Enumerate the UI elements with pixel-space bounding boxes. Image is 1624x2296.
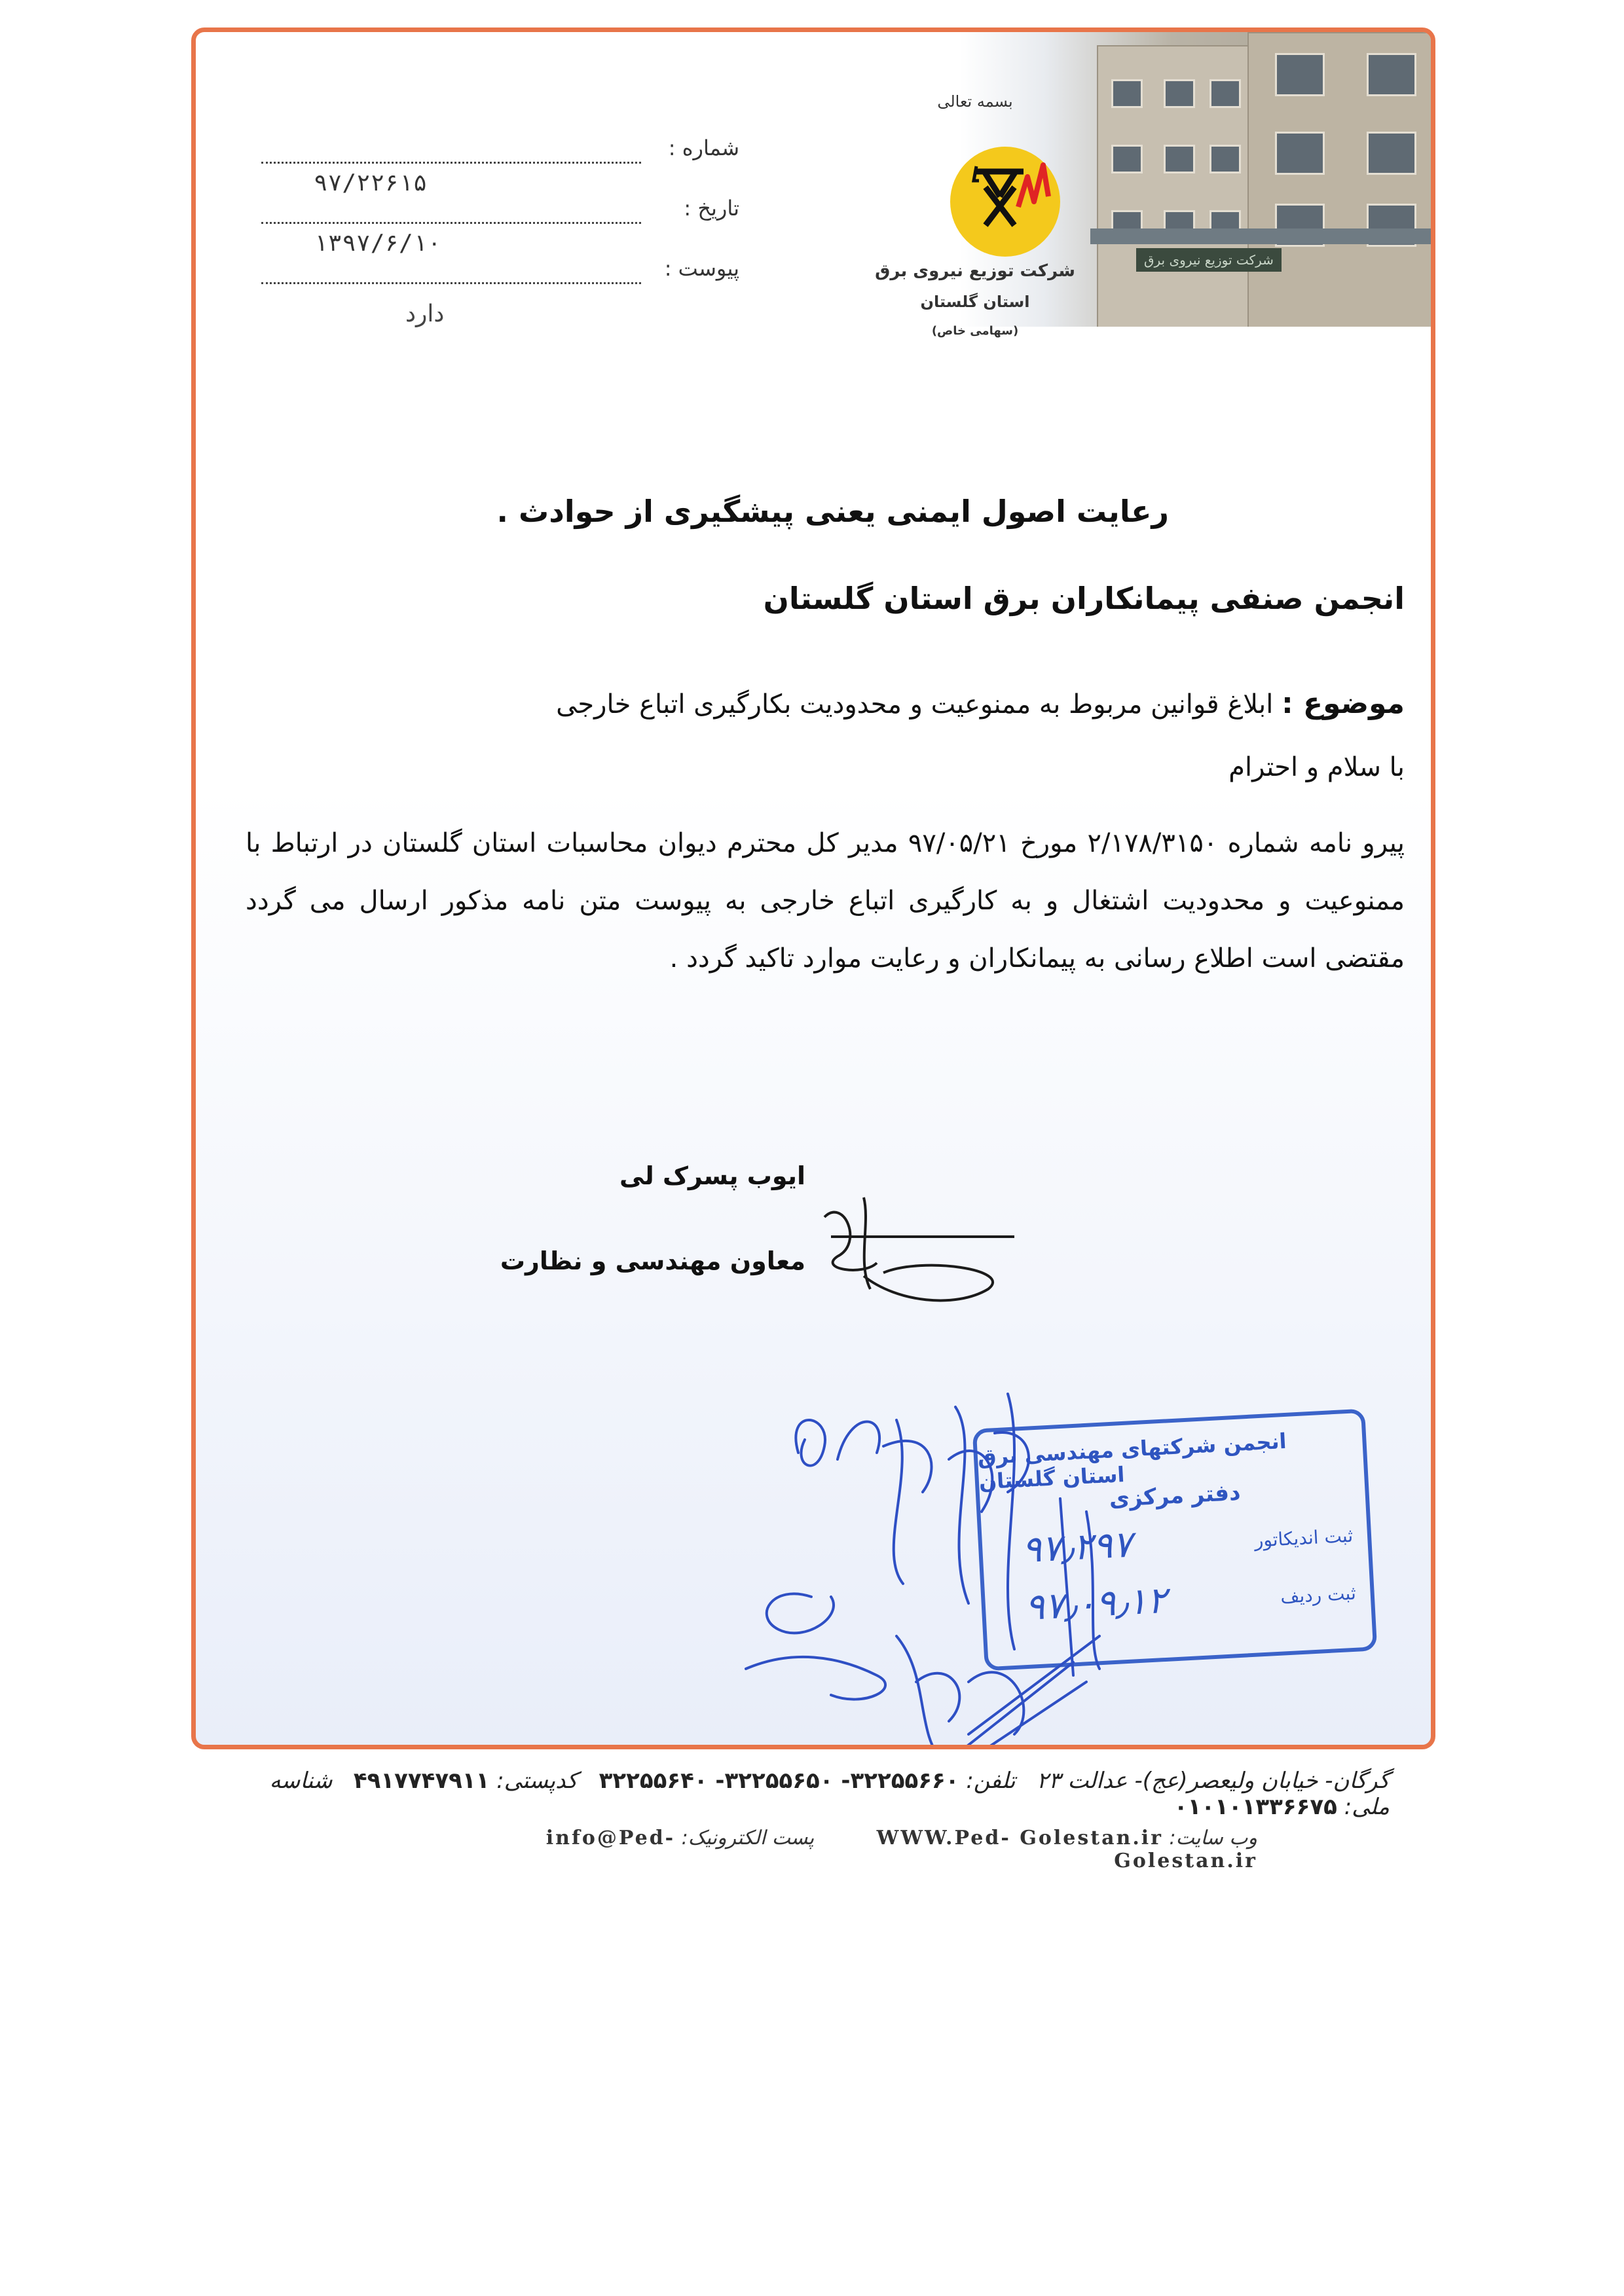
stamp-indicator-value: ۹۷٫۲۹۷ (1020, 1523, 1134, 1572)
website-link[interactable]: WWW.Ped- Golestan.ir (876, 1827, 1163, 1850)
handwritten-signature (648, 1158, 1080, 1355)
stamp-office: دفتر مرکزی (1108, 1479, 1242, 1513)
footer-phone-label: تلفن: (966, 1768, 1016, 1794)
footer-national-id-label: شناسه ملی: (269, 1768, 1390, 1820)
company-type: (سهامی خاص) (931, 324, 1019, 338)
number-value: ۹۷/۲۲۶۱۵ (314, 170, 428, 196)
number-row (261, 130, 739, 196)
besmellah: بسمه تعالی (937, 92, 1013, 111)
building-right (1247, 32, 1431, 327)
number-line (261, 162, 641, 164)
date-line (261, 222, 641, 224)
stamp-row-value: ۹۷٫۰۹٫۱۲ (1024, 1578, 1168, 1630)
email-link[interactable]: info@Ped- Golestan.ir (545, 1827, 1257, 1872)
attachment-value: دارد (405, 301, 445, 327)
greeting: با سلام و احترام (1228, 752, 1405, 782)
email-label: پست الکترونیک: (681, 1827, 815, 1850)
attachment-row (261, 251, 739, 311)
attachment-label: پیوست : (664, 256, 739, 281)
footer-postal-label: کدپستی: (496, 1768, 578, 1794)
signer-title: معاون مهندسی و نظارت (500, 1247, 805, 1275)
power-tower-logo-icon (950, 147, 1060, 257)
company-logo-block (798, 65, 1152, 353)
date-row (261, 191, 739, 257)
number-label: شماره : (668, 136, 739, 160)
signer-name: ایوب پسرک لی (619, 1161, 805, 1190)
handwritten-referral-note (733, 1368, 1230, 1749)
footer-address-line (224, 1768, 1390, 1820)
footer-phones: ۳۲۲۵۵۶۶۰- ۳۲۲۵۵۶۵۰- ۳۲۲۵۵۶۴۰ (599, 1768, 959, 1794)
footer-address: گرگان- خیابان ولیعصر(عج)- عدالت ۲۳ (1037, 1768, 1390, 1794)
attachment-line (261, 282, 641, 284)
subject-label: موضوع : (1282, 687, 1405, 720)
website-label: وب سایت: (1169, 1827, 1257, 1850)
footer-national-id: ۰۱۰۱۰۱۳۳۶۶۷۵ (1173, 1794, 1337, 1820)
subject-line (556, 687, 1405, 720)
safety-slogan: رعایت اصول ایمنی یعنی پیشگیری از حوادث . (496, 494, 1169, 529)
stamp-title: انجمن شرکتهای مهندسی برق استان گلستان (976, 1428, 1287, 1495)
recipient: انجمن صنفی پیمانکاران برق استان گلستان (763, 581, 1405, 616)
letter-body: پیرو نامه شماره ۲/۱۷۸/۳۱۵۰ مورخ ۹۷/۰۵/۲۱ مدیر کل محترم دیوان محاسبات استان گلستان در ارتباط با ممنوعیت و محدودیت اشتغال و به کارگیری اتباع خارجی به پیوست متن نامه مذکور ارسال می گردد مقتضی است اطلاع رسانی به پیمانکاران و رعایت موارد تاکید گردد . (246, 828, 1405, 974)
footer-postal-code: ۴۹۱۷۷۴۷۹۱۱ (353, 1768, 490, 1794)
reference-block (261, 130, 739, 311)
date-value: ۱۳۹۷/۶/۱۰ (314, 230, 442, 257)
stamp-indicator-label: ثبت اندیکاتور (1253, 1524, 1354, 1552)
company-province: استان گلستان (920, 293, 1030, 311)
building-sign: شرکت توزیع نیروی برق (1136, 248, 1282, 272)
date-label: تاریخ : (684, 196, 739, 221)
stamp-row-label: ثبت ردیف (1280, 1582, 1357, 1608)
letterhead-frame (191, 27, 1435, 1749)
footer-web-line (406, 1827, 1257, 1872)
company-name: شرکت توزیع نیروی برق (875, 261, 1075, 281)
subject-text: ابلاغ قوانین مربوط به ممنوعیت و محدودیت بکارگیری اتباع خارجی (556, 689, 1274, 720)
